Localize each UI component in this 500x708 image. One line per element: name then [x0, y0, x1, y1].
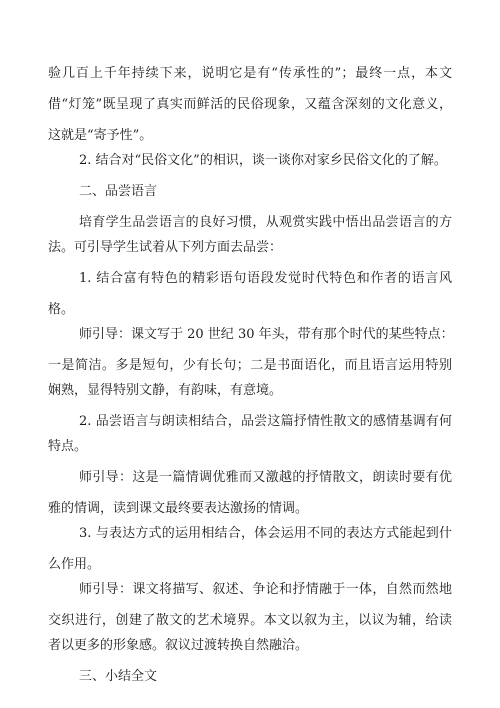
- paragraph-line: 借“灯笼”既呈现了真实而鲜活的民俗现象，又蕴含深刻的文化意义，: [48, 97, 452, 112]
- paragraph-line: 法。可引导学生试着从下列方面去品尝：: [48, 240, 283, 255]
- section-heading: 二、品尝语言: [79, 184, 158, 199]
- list-item-line: 格。: [48, 302, 75, 317]
- list-item-line: 2. 品尝语言与朗读相结合，品尝这篇抒情性散文的感情基调有何: [79, 414, 452, 429]
- guidance-line: 雅的情调，读到课文最终要表达激扬的情调。: [48, 501, 309, 516]
- list-item-line: 1. 结合富有特色的精彩语句语段发觉时代特色和作者的语言风: [79, 271, 452, 286]
- paragraph-line: 培育学生品尝语言的良好习惯，从观赏实践中悟出品尝语言的方: [79, 215, 452, 230]
- paragraph-line: 这就是“寄予性”。: [48, 128, 153, 143]
- guidance-line: 师引导：课文将描写、叙述、争论和抒情融于一体，自然而然地: [79, 582, 452, 597]
- guidance-line: 师引导：这是一篇情调优雅而又激越的抒情散文，朗读时要有优: [79, 470, 452, 485]
- list-item-line: 特点。: [48, 439, 88, 454]
- guidance-line: 师引导：课文写于 20 世纪 30 年头，带有那个时代的某些特点：: [79, 327, 454, 342]
- section-heading: 三、小结全文: [79, 669, 158, 684]
- guidance-line: 娴熟，显得特别文静，有韵味，有意境。: [48, 383, 283, 398]
- question-line: 2. 结合对“民俗文化”的相识，谈一谈你对家乡民俗文化的了解。: [79, 153, 447, 168]
- paragraph-line: 验几百上千年持续下来，说明它是有“传承性的”；最终一点，本文: [48, 66, 452, 81]
- guidance-line: 一是简洁。多是短句，少有长句；二是书面语化，而且语言运用特别: [48, 358, 452, 373]
- list-item-line: 3. 与表达方式的运用相结合，体会运用不同的表达方式能起到什: [79, 526, 452, 541]
- guidance-line: 者以更多的形象感。叙议过渡转换自然融洽。: [48, 638, 309, 653]
- list-item-line: 么作用。: [48, 557, 101, 572]
- guidance-line: 交织进行，创建了散文的艺术境界。本文以叙为主，以议为辅，给读: [48, 613, 452, 628]
